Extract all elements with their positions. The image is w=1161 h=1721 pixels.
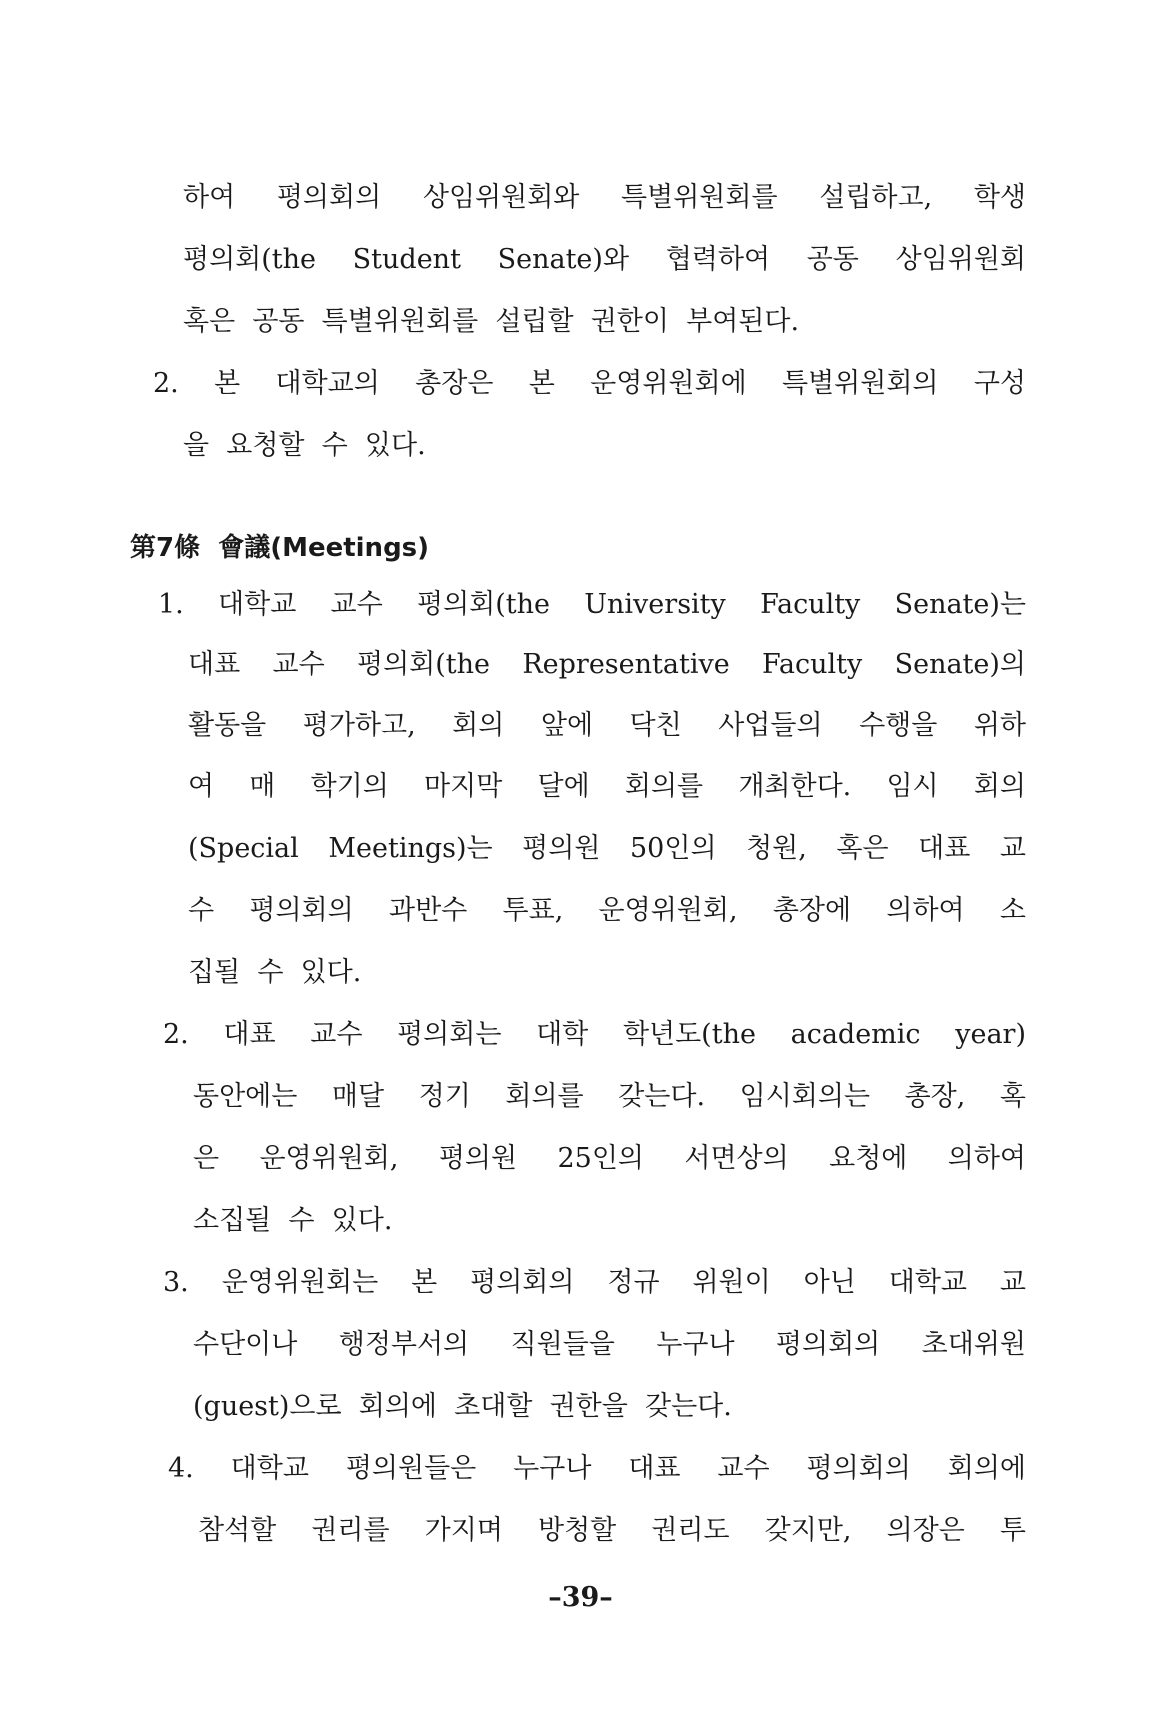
text-line: 2. 대표 교수 평의회는 대학 학년도(the academic year) [163, 1019, 1026, 1050]
text-line: 집될 수 있다. [188, 957, 362, 988]
text-line: 평의회(the Student Senate)와 협력하여 공동 상임위원회 [183, 244, 1026, 275]
page-number: –39– [548, 1582, 613, 1613]
text-line: 하여 평의회의 상임위원회와 특별위원회를 설립하고, 학생 [183, 182, 1026, 213]
text-line: 수단이나 행정부서의 직원들을 누구나 평의회의 초대위원 [193, 1329, 1026, 1360]
text-line: 혹은 공동 특별위원회를 설립할 권한이 부여된다. [183, 306, 800, 337]
text-line: 대표 교수 평의회(the Representative Faculty Senate)의 [188, 649, 1026, 680]
text-line: 참석할 권리를 가지며 방청할 권리도 갖지만, 의장은 투 [198, 1515, 1026, 1546]
text-line: 소집될 수 있다. [193, 1205, 393, 1236]
text-line: (guest)으로 회의에 초대할 권한을 갖는다. [193, 1391, 732, 1422]
text-line: 은 운영위원회, 평의원 25인의 서면상의 요청에 의하여 [193, 1143, 1026, 1174]
text-line: 을 요청할 수 있다. [183, 430, 426, 461]
text-line: 여 매 학기의 마지막 달에 회의를 개최한다. 임시 회의 [188, 771, 1026, 802]
text-line: 수 평의회의 과반수 투표, 운영위원회, 총장에 의하여 소 [188, 895, 1026, 926]
text-line: (Special Meetings)는 평의원 50인의 청원, 혹은 대표 교 [188, 833, 1026, 864]
text-line: 2. 본 대학교의 총장은 본 운영위원회에 특별위원회의 구성 [153, 368, 1026, 399]
text-line: 3. 운영위원회는 본 평의회의 정규 위원이 아닌 대학교 교 [163, 1267, 1026, 1298]
text-line: 활동을 평가하고, 회의 앞에 닥친 사업들의 수행을 위하 [188, 710, 1026, 741]
text-line: 1. 대학교 교수 평의회(the University Faculty Senate)는 [158, 589, 1026, 620]
text-line: 4. 대학교 평의원들은 누구나 대표 교수 평의회의 회의에 [168, 1453, 1026, 1484]
section-heading: 第7條 會議(Meetings) [130, 533, 430, 563]
text-line: 동안에는 매달 정기 회의를 갖는다. 임시회의는 총장, 혹 [193, 1081, 1026, 1112]
